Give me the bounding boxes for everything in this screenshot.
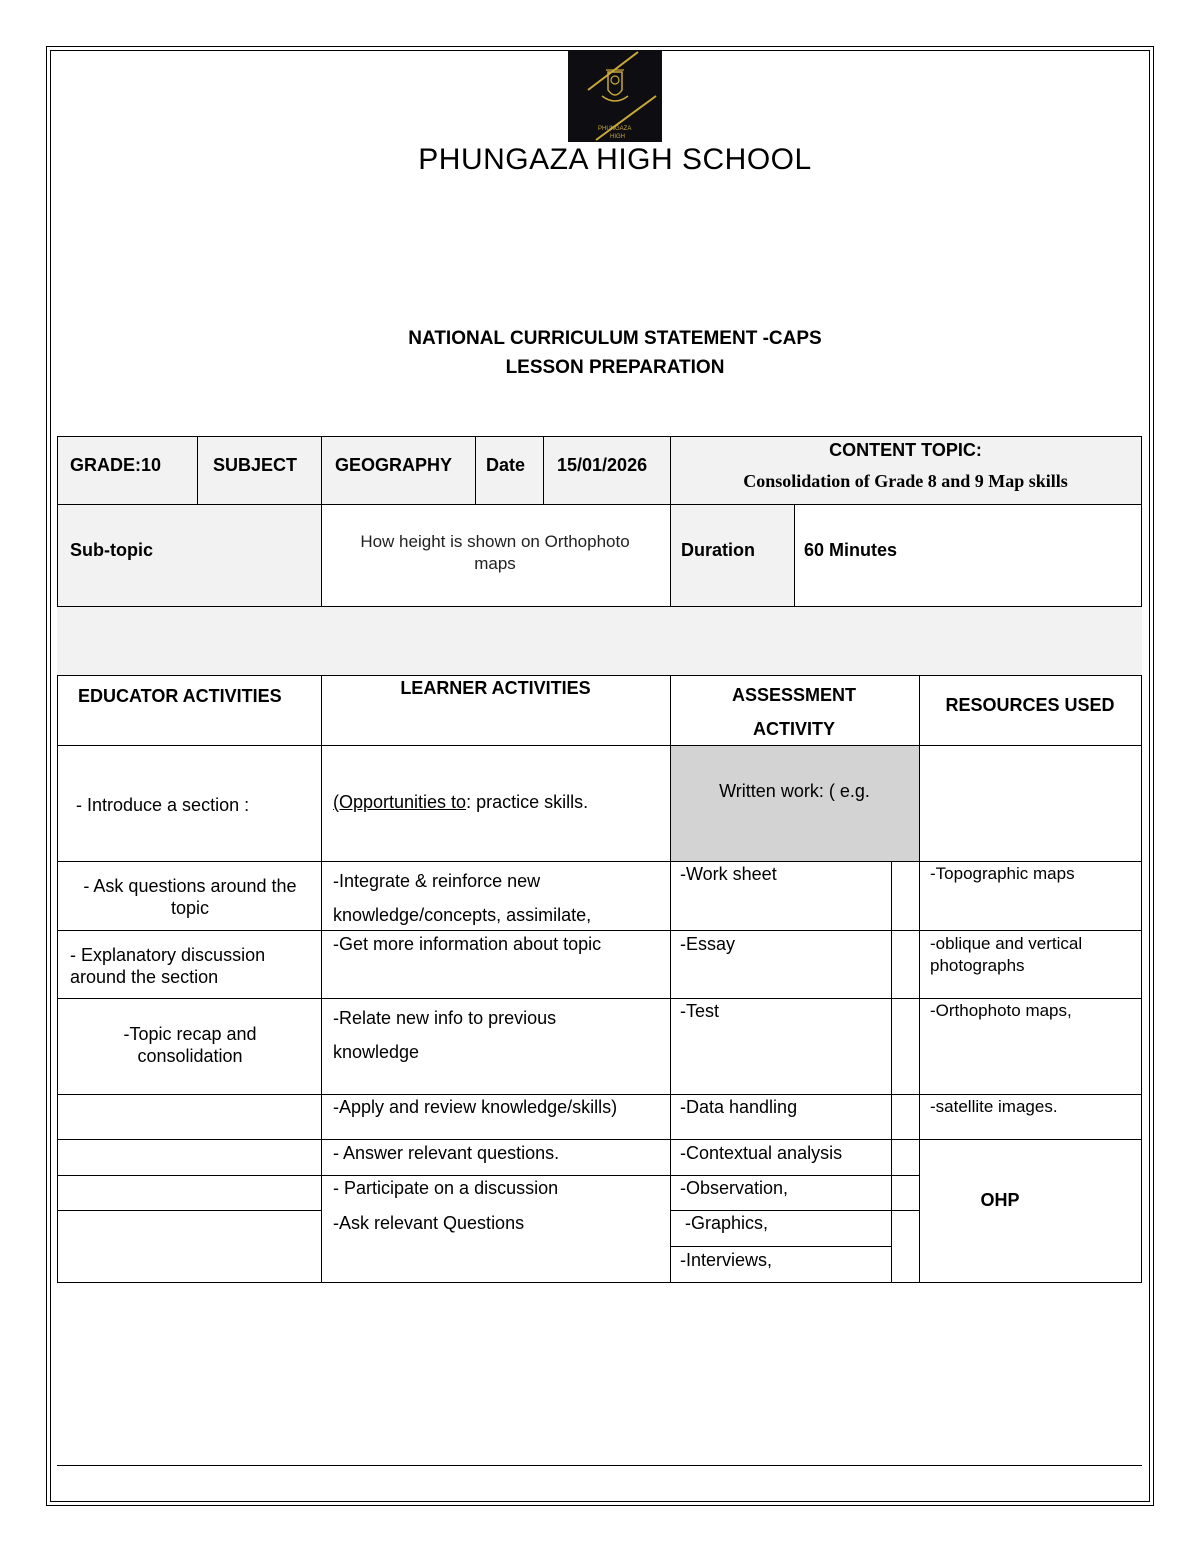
duration-label: Duration [681, 540, 755, 560]
page-border-inner [50, 50, 1150, 1502]
resource-item: -oblique and vertical photographs [930, 934, 1083, 975]
learner-opportunities-underlined: (Opportunities to [333, 792, 467, 812]
column-header-learner: LEARNER ACTIVITIES [400, 678, 591, 698]
column-header-resources: RESOURCES USED [945, 695, 1115, 715]
svg-text:HIGH: HIGH [610, 134, 625, 140]
spacer-row [57, 606, 1142, 675]
assessment-item: -Data handling [680, 1097, 798, 1117]
assessment-item: -Graphics, [680, 1213, 769, 1233]
written-work-cell-bg [670, 745, 919, 861]
date-value: 15/01/2026 [557, 455, 648, 475]
assessment-written-work: Written work: ( e.g. [719, 781, 870, 801]
svg-text:PHUNGAZA: PHUNGAZA [598, 126, 632, 132]
content-topic-label: CONTENT TOPIC: [829, 440, 982, 460]
learner-item: -Get more information about topic [333, 934, 602, 954]
school-crest-icon [568, 50, 662, 142]
subtopic-label: Sub-topic [70, 540, 153, 560]
heading-line-2: LESSON PREPARATION [505, 357, 725, 378]
resource-item-ohp: OHP [980, 1190, 1020, 1210]
subject-value: GEOGRAPHY [335, 455, 453, 475]
column-header-educator: EDUCATOR ACTIVITIES [78, 686, 282, 706]
assessment-item: -Contextual analysis [680, 1143, 843, 1163]
learner-item: -Ask relevant Questions [333, 1213, 525, 1233]
subtopic-value: How height is shown on Orthophoto maps [360, 532, 630, 573]
content-topic-value: Consolidation of Grade 8 and 9 Map skills [743, 471, 1068, 491]
resource-item: -satellite images. [930, 1097, 1058, 1116]
footer-rule [57, 1465, 1142, 1466]
learner-item-opportunities [333, 792, 588, 813]
resource-item: -Orthophoto maps, [930, 1001, 1072, 1020]
document-heading [0, 324, 1200, 382]
assessment-item: -Test [680, 1001, 720, 1021]
educator-item: - Explanatory discussion around the section [70, 945, 266, 987]
learner-item: -Integrate & reinforce new knowledge/concepts, assimilate, [333, 871, 592, 925]
educator-item: -Topic recap and consolidation [123, 1024, 257, 1066]
assessment-item: -Observation, [680, 1178, 789, 1198]
educator-item: - Introduce a section : [76, 795, 250, 815]
heading-line-1: NATIONAL CURRICULUM STATEMENT -CAPS [408, 328, 822, 349]
subject-label: SUBJECT [213, 455, 298, 475]
column-header-assessment: ASSESSMENT ACTIVITY [731, 685, 857, 739]
learner-item: -Apply and review knowledge/skills) [333, 1097, 618, 1117]
school-name: PHUNGAZA HIGH SCHOOL [418, 143, 812, 176]
assessment-item: -Work sheet [680, 864, 777, 884]
educator-item: - Ask questions around the topic [83, 876, 297, 918]
assessment-item: -Essay [680, 934, 736, 954]
learner-item: - Participate on a discussion [333, 1178, 559, 1198]
duration-value: 60 Minutes [804, 540, 898, 560]
assessment-item: -Interviews, [680, 1250, 773, 1270]
grade-label: GRADE:10 [70, 455, 162, 475]
resource-item: -Topographic maps [930, 864, 1075, 883]
learner-opportunities-rest: : practice skills. [466, 792, 589, 812]
learner-item: - Answer relevant questions. [333, 1143, 560, 1163]
date-label: Date [486, 455, 526, 475]
learner-item: -Relate new info to previous knowledge [333, 1008, 557, 1062]
